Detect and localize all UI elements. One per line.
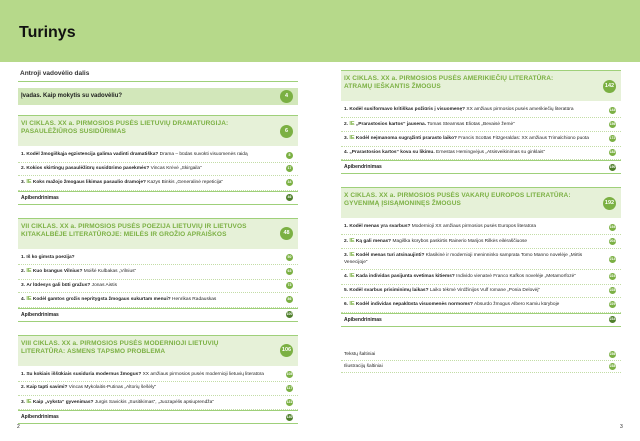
lesson-question: Koks mažojo žmogaus likimas pasaulio dramoje? [32,180,146,185]
lesson-page-badge: 50 [287,255,292,260]
lesson-detail: Moišė Kulbakas „Vilnius“ [82,269,137,274]
lesson-question: Iš ko gimsta poezija? [26,254,75,260]
cycle-section [18,218,298,322]
lesson-page-badge: 144 [609,107,616,112]
lesson-number: 2. [21,165,26,171]
lesson-list [341,218,621,313]
lesson-number: 3. [21,180,26,185]
lesson-detail: Vincas Krėvė „Skirgaila“ [149,165,202,171]
lesson-question: Kodėl svarbus prisiminimų laikas? [349,287,429,293]
lesson-item[interactable] [18,382,298,396]
lesson-number: 5. [344,287,349,293]
cycle-heading[interactable] [18,115,298,146]
lesson-item[interactable] [18,280,298,294]
summary-label: Apibendrinimas [344,316,382,323]
lesson-item[interactable] [341,221,621,235]
lesson-item[interactable] [341,118,621,133]
lesson-question: Kodėl žmogiškąja egzistencija galima vadinti dramatiška? [26,152,159,157]
lesson-item[interactable] [18,369,298,383]
cycle-title: X CIKLAS. XX a. PIRMOSIOS PUSĖS VAKARŲ EUROPOS LITERATŪRA: GYVENIMĄ ĮSISĄMONINĘS ŽMOGUS [344,192,571,207]
appendix-item[interactable] [341,361,621,373]
lesson-detail: Tomas Stearnsas Eliotas „Bevaisė žemė“ [426,121,515,127]
summary-label: Apibendrinimas [21,194,59,201]
lesson-number: 2. [21,269,26,274]
lesson-page-badge: 214 [609,256,616,261]
ie-marker: IE [349,120,355,127]
lesson-detail: Francis Scottas Fitzgeraldas: XX amžiaus Trimalchiono puota [456,136,589,141]
page-number-left: 2 [17,424,20,430]
lesson-page-badge: 34 [287,180,292,185]
lesson-detail: Drama – būdas suvokti visuomenės raidą [158,152,248,157]
lesson-question: „Prarastosios kartos“ jausena. [355,121,427,127]
appendix-list [341,349,621,373]
cycle-title: IX CIKLAS. XX a. PIRMOSIOS PUSĖS AMERIKIEČIŲ LITERATŪRA: ATRAMŲ IEŠKANTIS ŽMOGUS [344,75,554,90]
lesson-detail: Absurdo žmogus Albero Kamiu kūryboje [472,302,560,307]
summary-page-badge: 190 [609,164,616,169]
lesson-question: Kodėl individas nepaklūsta visuomenės normoms? [355,302,473,307]
summary-row[interactable] [341,160,621,174]
summary-row[interactable] [341,313,621,327]
lesson-page-badge: 194 [609,224,616,229]
lesson-number: 1. [344,224,349,229]
left-sections [18,115,298,424]
lesson-page-badge: 182 [609,150,616,155]
lesson-item[interactable] [341,285,621,299]
lesson-detail: Vincas Mykolaitis-Putinas „Altorių šešėly“ [67,385,157,390]
lesson-question: Kuo brangus Vilnius? [32,269,83,274]
cycle-title: VII CIKLAS. XX a. PIRMOSIOS PUSĖS POEZIJA LIETUVIŲ IR LIETUVOS KITAKALBĖJE LITERATŪROJE: MEILĖS IR GROŽIO APRAIŠKOS [21,222,247,238]
appendix-page-badge: 236 [609,351,616,356]
lesson-question: Ar lūdesys gali būti gražus? [26,282,91,288]
page-title: Turinys [19,24,76,41]
lesson-question: „Prarastosios kartos“ kova su likimu. [349,149,435,155]
lesson-page-badge: 108 [286,372,293,377]
cycle-section [18,115,298,205]
lesson-number: 4. [344,274,349,279]
ie-marker: IE [349,252,355,258]
lesson-number: 4. [344,149,349,155]
lesson-question: Su kokiais iššūkiais susiduria modernus žmogus? [26,371,142,377]
lesson-page-badge: 131 [286,399,293,404]
lesson-detail: Henrikas Radauskas [170,297,217,302]
lesson-number: 3. [344,253,349,258]
summary-label: Apibendrinimas [344,164,382,170]
cycle-page-badge: 142 [603,80,616,93]
lesson-page-badge: 228 [609,288,616,293]
ie-marker: IE [349,273,355,279]
cycle-section [341,187,621,327]
lesson-question: Kaip tapti savimi? [26,385,68,390]
ie-marker: IE [349,237,355,244]
lesson-question: Kodėl gamtos grožis nepritygsta žmogaus sukurtam menui? [32,297,171,302]
lesson-number: 3. [344,136,349,141]
lesson-number: 1. [21,371,26,377]
summary-row[interactable] [18,191,298,205]
lesson-question: Kodėl neįmanoma sugrąžinti prarasto laiko? [355,136,457,141]
lesson-number: 1. [344,107,349,112]
lesson-question: Ką gali menas? [355,238,392,244]
page-number-right: 3 [620,424,623,430]
summary-page-badge: 100 [286,312,293,316]
lesson-item[interactable] [18,176,298,191]
summary-label: Apibendrinimas [21,311,59,318]
appendix-label: Iliustracijų šaltiniai [344,363,383,369]
divider [18,81,298,82]
lesson-item[interactable] [18,149,298,163]
intro-text: Įvadas. Kaip mokytis su vadovėliu? [21,93,123,99]
lesson-question: Kokios skirtingų pasaulėžiūrų susidūrimo pasekmės? [26,165,150,171]
lesson-detail: XX amžiaus pirmosios pusės amerikiečių literatūra [465,107,574,112]
lesson-detail: Jonas Aistis [90,282,118,288]
ie-marker: IE [26,179,32,185]
cycle-heading[interactable] [18,335,298,366]
lesson-item[interactable] [18,252,298,266]
lesson-detail: Individo vienatvė Franco Kafkos novelėje „Metamorfozė“ [454,274,576,279]
lesson-item[interactable] [341,132,621,147]
lesson-question: Kodėl menas yra svarbus? [349,224,411,229]
lesson-item[interactable] [18,163,298,177]
intro-page-badge: 4 [280,90,293,103]
right-column [341,70,621,373]
summary-page-badge: 234 [609,317,616,321]
lesson-page-badge: 86 [287,297,292,302]
cycle-title: VI CIKLAS. XX a. PIRMOSIOS PUSĖS LIETUVIŲ DRAMATURGIJA: PASAULĖŽIŪROS SUSIDŪRIMAS [21,120,229,135]
lesson-detail: Klasikinė ir modernioji meninninko samprata Tomo Manno novelėje „Mirtis Venecijoje“ [344,253,583,265]
lesson-item[interactable] [341,104,621,118]
lesson-page-badge: 204 [609,238,616,243]
left-column [18,70,298,424]
lesson-item[interactable] [341,249,621,270]
summary-row[interactable] [18,410,298,424]
ie-marker: IE [349,135,355,141]
lesson-list [18,249,298,308]
cycle-page-badge: 6 [280,125,293,138]
lesson-question: Kodėl susiformavo kritiškas požiūris į visuomenę? [349,107,466,112]
lesson-item[interactable] [18,293,298,308]
lesson-item[interactable] [18,396,298,411]
lesson-number: 3. [21,282,26,288]
summary-page-badge: 140 [286,414,293,419]
lesson-number: 6. [344,302,349,307]
lesson-page-badge: 117 [286,385,293,390]
ie-marker: IE [26,296,32,302]
lesson-detail: Ernestas Hemingvėjus „Atsisveikinimas su ginklais“ [434,149,546,155]
lesson-item[interactable] [341,147,621,161]
appendix-label: Tekstų šaltiniai [344,351,376,357]
lesson-detail: Laiko tėkmė Virdžinijos Vulf romane „Ponia Delovėj“ [428,287,540,293]
lesson-number: 2. [344,121,349,127]
lesson-question: Kada individas pasijunta svetimas kitiems? [355,274,455,279]
lesson-detail: Kazys Binkis „Generalinė repeticija“ [145,180,223,185]
lesson-number: 1. [21,254,26,260]
lesson-page-badge: 156 [609,121,616,126]
cycle-heading[interactable] [341,70,621,101]
lesson-item[interactable] [341,298,621,313]
lesson-page-badge: 229 [609,302,616,307]
lesson-item[interactable] [341,270,621,285]
lesson-number: 3. [21,399,26,405]
lesson-number: 2. [21,385,26,390]
summary-page-badge: 46 [287,195,292,199]
lesson-question: Kodėl menas turi atsinaujinti? [355,253,425,258]
lesson-page-badge: 8 [286,152,293,159]
lesson-item[interactable] [18,265,298,280]
lesson-number: 4. [21,297,26,302]
lesson-number: 1. [21,152,26,157]
cycle-section [341,70,621,174]
ie-marker: IE [26,398,32,405]
lesson-page-badge: 224 [609,274,616,279]
lesson-list [18,366,298,411]
appendix-item[interactable] [341,349,621,361]
right-sections [341,70,621,327]
lesson-page-badge: 63 [287,269,292,274]
cycle-page-badge: 48 [280,227,293,240]
lesson-list [341,101,621,160]
ie-marker: IE [349,301,355,307]
cycle-page-badge: 192 [603,197,616,210]
lesson-detail: XX amžiaus pirmosios pusės modernioji lietuvių literatūra [141,371,264,377]
cycle-title: VIII CIKLAS. XX a. PIRMOSIOS PUSĖS MODERNIOJI LIETUVIŲ LITERATŪRA: ASMENS TAPSMO PROBLEMA [21,339,219,355]
lesson-page-badge: 73 [287,283,292,288]
cycle-page-badge: 106 [280,344,293,357]
lesson-list [18,146,298,191]
page-header-band [0,0,640,62]
lesson-detail: Jurgis Savickis „Susitikimas“, „Juozapėlis apsiuprendža“ [93,399,214,405]
summary-label: Apibendrinimas [21,414,59,420]
cycle-heading[interactable] [18,218,298,249]
intro-row[interactable] [18,88,298,105]
summary-row[interactable] [18,308,298,322]
appendix-page-badge: 238 [609,363,616,368]
lesson-number: 2. [344,238,349,244]
cycle-heading[interactable] [341,187,621,218]
ie-marker: IE [26,268,32,274]
lesson-page-badge: 17 [287,166,292,171]
lesson-question: Kaip „vykstа“ gyvenimas? [32,399,94,405]
lesson-page-badge: 172 [609,136,616,141]
lesson-detail: Modernioji XX amžiaus pirmosios pusės Europos literatūra [410,224,536,229]
cycle-section [18,335,298,425]
lesson-item[interactable] [341,235,621,250]
lesson-detail: Magiška kūrybos paskirtis Rainerio Marijos Rilkės eilėraščiuose [391,238,528,244]
part-label: Antroji vadovėlio dalis [20,70,90,77]
